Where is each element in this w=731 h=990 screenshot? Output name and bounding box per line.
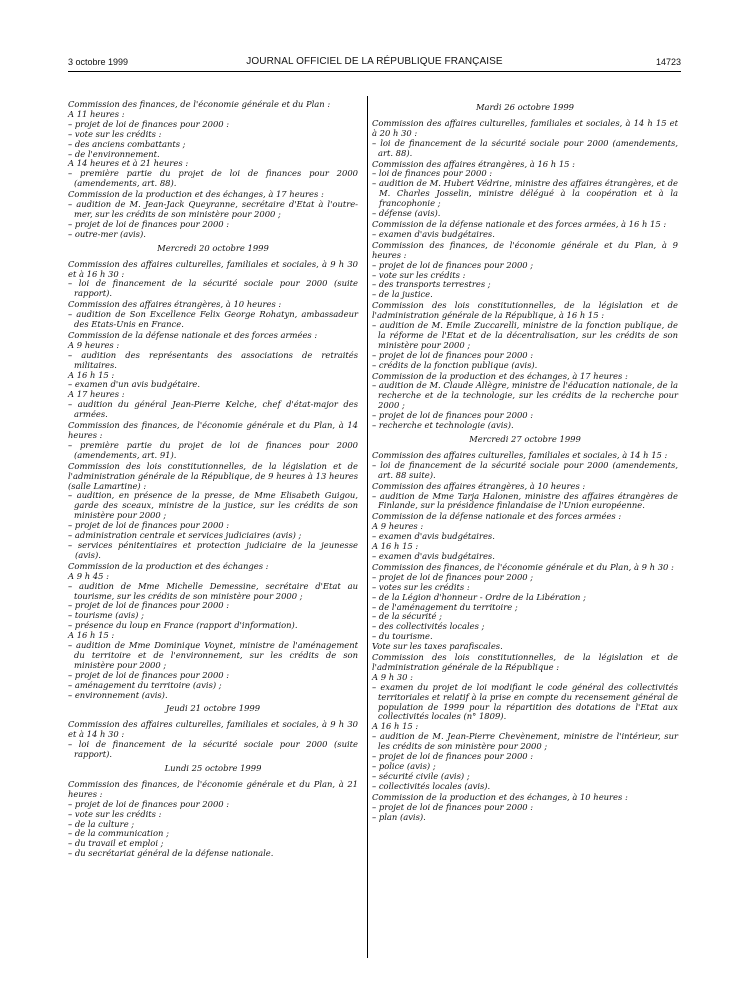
agenda-item: – projet de loi de finances pour 2000 ;: [372, 571, 534, 582]
header-title: JOURNAL OFFICIEL DE LA RÉPUBLIQUE FRANÇAISE: [246, 56, 503, 67]
session-date: Mercredi 20 octobre 1999: [157, 242, 269, 253]
agenda-item: – audition du général Jean-Pierre Kelche, chef d'état-major des armées.: [68, 399, 358, 420]
agenda-subitem: – des anciens combattants ;: [68, 138, 186, 149]
header-page-number: 14723: [655, 57, 681, 67]
agenda-item: – loi de financement de la sécurité sociale pour 2000 (amendements, art. 88 suite).: [372, 459, 678, 480]
commission-heading: Commission des finances, de l'économie générale et du Plan, à 9 h 30 :: [372, 561, 674, 572]
agenda-item: – vote sur les crédits :: [68, 128, 162, 139]
header-rule: [68, 71, 681, 72]
agenda-subitem: – outre-mer (avis).: [68, 228, 146, 239]
agenda-subitem: – de la communication ;: [68, 828, 169, 839]
agenda-item: – projet de loi de finances pour 2000 :: [68, 520, 230, 531]
agenda-subitem: – police (avis) ;: [372, 761, 436, 771]
commission-heading: Commission des affaires culturelles, familiales et sociales, à 14 h 15 et à 20 h 30 :: [372, 117, 678, 138]
agenda-item: – examen d'avis budgétaires.: [372, 531, 495, 542]
commission-heading: Commission des affaires étrangères, à 16 h 15 :: [372, 158, 575, 169]
agenda-item: – projet de loi de finances pour 2000 :: [372, 801, 534, 812]
commission-heading: Commission de la défense nationale et des forces armées :: [68, 329, 318, 340]
commission-heading: Commission de la production et des échanges, à 10 heures :: [372, 791, 628, 802]
agenda-item: – projet de loi de finances pour 2000 :: [372, 410, 534, 421]
agenda-item: – audition, en présence de la presse, de Mme Elisabeth Guigou, garde des sceaux, ministre de la justice, sur les crédits de son ministère pour 2000 ;: [68, 490, 358, 521]
session-time: A 11 heures :: [68, 108, 125, 119]
agenda-subitem: – collectivités locales (avis).: [372, 780, 491, 791]
agenda-item: – projet de loi de finances pour 2000 :: [68, 600, 230, 611]
agenda-item: – audition de Mme Michelle Demessine, secrétaire d'Etat au tourisme, sur les crédits de son ministère pour 2000 ;: [68, 580, 358, 601]
commission-heading: Commission des lois constitutionnelles, de la législation et de l'administration générale de la République, de 9 heures à 13 heures (salle Lamartine) :: [68, 460, 358, 491]
commission-heading: Commission des affaires culturelles, familiales et sociales, à 9 h 30 et à 14 h 30 :: [68, 719, 358, 740]
session-date: Mardi 26 octobre 1999: [475, 102, 575, 112]
session-time: A 9 heures :: [372, 521, 424, 532]
agenda-item: – projet de loi de finances pour 2000 :: [372, 349, 534, 360]
agenda-subitem: – audition de M. Hubert Védrine, ministre des affaires étrangères, et de M. Charles Josselin, ministre délégué à la coopération et à la francophonie ;: [372, 178, 678, 209]
page-header: [68, 55, 681, 71]
agenda-subitem: – des collectivités locales ;: [372, 621, 485, 632]
agenda-item: – audition de Mme Tarja Halonen, ministre des affaires étrangères de Finlande, sur la présidence finlandaise de l'Union européenne.: [372, 490, 678, 511]
agenda-subitem: – sécurité civile (avis) ;: [372, 770, 470, 781]
agenda-item: – présence du loup en France (rapport d'information).: [68, 620, 298, 631]
agenda-subitem: – de la justice.: [372, 289, 433, 300]
agenda-item: – audition de M. Claude Allègre, ministre de l'éducation nationale, de la recherche et de la technologie, sur les crédits de la recherche pour 2000 ;: [372, 380, 678, 411]
session-time: A 16 h 15 :: [372, 541, 419, 552]
commission-heading: Commission des affaires étrangères, à 10 heures :: [68, 299, 282, 310]
agenda-item: – vote sur les crédits :: [372, 269, 466, 280]
agenda-subitem: – du secrétariat général de la défense nationale.: [68, 848, 274, 859]
session-time: A 16 h 15 :: [372, 721, 419, 732]
commission-heading: Commission des affaires culturelles, familiales et sociales, à 9 h 30 et à 16 h 30 :: [68, 258, 358, 279]
agenda-item: – loi de financement de la sécurité sociale pour 2000 (amendements, art. 88).: [372, 137, 678, 158]
agenda-subitem: – de l'environnement.: [68, 148, 160, 159]
agenda-subitem: – aménagement du territoire (avis) ;: [68, 679, 222, 690]
commission-heading: Commission de la production et des échanges, à 17 heures :: [372, 370, 628, 381]
agenda-subitem: – administration centrale et services judiciaires (avis) ;: [68, 530, 302, 541]
agenda-item: – audition de Mme Dominique Voynet, ministre de l'aménagement du territoire et de l'environnement, sur les crédits de son ministère pour 2000 ;: [68, 640, 358, 670]
agenda-item: – projet de loi de finances pour 2000 :: [68, 218, 230, 229]
commission-heading: Commission de la production et des échanges, à 17 heures :: [68, 189, 324, 200]
agenda-subitem: – services pénitentiaires et protection judiciaire de la jeunesse (avis).: [68, 539, 358, 560]
commission-heading: Commission des finances, de l'économie générale et du Plan, à 14 heures :: [68, 420, 358, 440]
session-time: A 9 heures :: [68, 339, 120, 350]
session-date: Mercredi 27 octobre 1999: [469, 434, 581, 444]
agenda-item: – examen du projet de loi modifiant le code général des collectivités territoriales et relatif à la prise en compte du recensement général de population de 1999 pour la répartition des dotations de l'Etat aux collectivités locales (n° 1809).: [372, 681, 678, 722]
agenda-item: – audition de M. Jean-Pierre Chevènement, ministre de l'intérieur, sur les crédits de son ministère pour 2000 ;: [372, 731, 678, 752]
agenda-item: – projet de loi de finances pour 2000 :: [68, 118, 230, 129]
agenda-item: – première partie du projet de loi de finances pour 2000 (amendements, art. 91).: [68, 439, 358, 460]
agenda-item: – projet de loi de finances pour 2000 :: [68, 798, 230, 809]
agenda-subitem: – défense (avis).: [372, 208, 441, 219]
commission-heading: Commission des lois constitutionnelles, de la législation et de l'administration générale de la République :: [372, 652, 678, 672]
commission-heading: Commission de la défense nationale et des forces armées, à 16 h 15 :: [372, 218, 667, 229]
agenda-item: – loi de finances pour 2000 :: [372, 168, 493, 179]
agenda-item: – examen d'un avis budgétaire.: [68, 379, 201, 390]
header-date: 3 octobre 1999: [68, 57, 129, 67]
commission-heading: Commission des finances, de l'économie générale et du Plan, à 9 heures :: [372, 239, 678, 260]
agenda-subitem: – du tourisme.: [372, 631, 433, 642]
agenda-item: – vote sur les crédits :: [68, 808, 162, 819]
agenda-subitem: – du travail et emploi ;: [68, 838, 164, 849]
agenda-subitem: – de la sécurité ;: [372, 611, 442, 622]
agenda-item: – projet de loi de finances pour 2000 :: [68, 669, 230, 680]
agenda-subitem: – plan (avis).: [372, 811, 426, 822]
agenda-subitem: – de l'aménagement du territoire ;: [372, 601, 518, 612]
commission-heading: Commission des finances, de l'économie générale et du Plan, à 21 heures :: [68, 778, 358, 799]
agenda-item: – audition des représentants des associations de retraités militaires.: [68, 349, 358, 370]
commission-heading: Commission des lois constitutionnelles, de la législation et de l'administration générale de la République, à 16 h 15 :: [372, 300, 678, 321]
commission-heading: Commission de la production et des échanges :: [68, 560, 269, 571]
agenda-subitem: – crédits de la fonction publique (avis).: [372, 359, 538, 370]
session-time: A 14 heures et à 21 heures :: [68, 158, 189, 169]
agenda-subitem: – de la culture ;: [68, 818, 135, 829]
left-column: [68, 99, 358, 859]
agenda-item: – loi de financement de la sécurité sociale pour 2000 (suite rapport).: [68, 739, 358, 760]
agenda-subitem: – recherche et technologie (avis).: [372, 420, 514, 431]
agenda-subitem: – des transports terrestres ;: [372, 279, 491, 290]
agenda-item: – examen d'avis budgétaires.: [372, 228, 495, 239]
session-time: A 9 h 30 :: [372, 671, 413, 682]
agenda-item: – audition de M. Emile Zuccarelli, ministre de la fonction publique, de la réforme de l'Etat et de la décentralisation, sur les crédits de son ministère pour 2000 ;: [372, 320, 678, 350]
agenda-item: – première partie du projet de loi de finances pour 2000 (amendements, art. 88).: [68, 168, 358, 189]
commission-heading: Commission des finances, de l'économie générale et du Plan :: [68, 99, 331, 109]
agenda-subitem: – tourisme (avis) ;: [68, 610, 144, 621]
session-time: A 16 h 15 :: [68, 369, 115, 380]
session-date: Jeudi 21 octobre 1999: [165, 703, 261, 714]
session-date: Lundi 25 octobre 1999: [164, 763, 262, 773]
session-time: A 17 heures :: [68, 389, 125, 400]
column-divider: [367, 96, 368, 958]
agenda-item: – audition de M. Jean-Jack Queyranne, secrétaire d'Etat à l'outre-mer, sur les crédits de son ministère pour 2000 ;: [68, 199, 358, 219]
commission-heading: Commission des affaires étrangères, à 10 heures :: [372, 480, 586, 491]
commission-heading: Commission de la défense nationale et des forces armées :: [372, 511, 622, 522]
agenda-subitem: – de la Légion d'honneur - Ordre de la Libération ;: [372, 591, 586, 602]
agenda-item: – examen d'avis budgétaires.: [372, 550, 495, 561]
agenda-note: Vote sur les taxes parafiscales.: [372, 641, 503, 652]
agenda-item: – projet de loi de finances pour 2000 ;: [372, 259, 534, 270]
right-column: [372, 99, 678, 822]
agenda-item: – projet de loi de finances pour 2000 :: [372, 751, 534, 762]
session-time: A 16 h 15 :: [68, 630, 115, 641]
agenda-item: – votes sur les crédits :: [372, 581, 470, 592]
session-time: A 9 h 45 :: [68, 570, 109, 581]
agenda-subitem: – environnement (avis).: [68, 689, 168, 700]
agenda-item: – loi de financement de la sécurité sociale pour 2000 (suite rapport).: [68, 278, 358, 299]
commission-heading: Commission des affaires culturelles, familiales et sociales, à 14 h 15 :: [372, 449, 668, 460]
agenda-item: – audition de Son Excellence Felix George Rohatyn, ambassadeur des Etats-Unis en France.: [68, 309, 358, 330]
